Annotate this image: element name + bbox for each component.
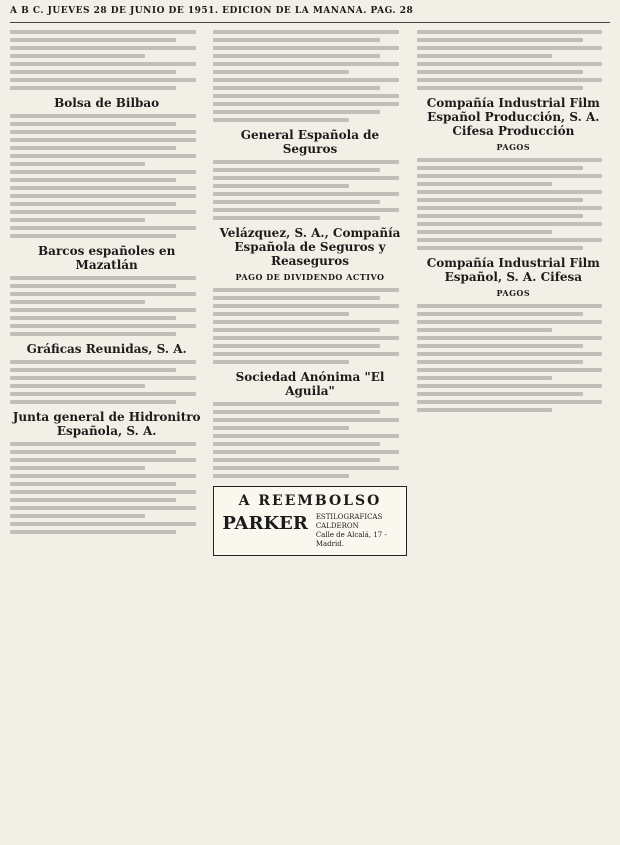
advertisement-box	[213, 486, 406, 556]
body-text-block	[10, 114, 203, 238]
section-heading: Gráficas Reunidas, S. A.	[26, 342, 187, 356]
body-text-block	[417, 30, 610, 90]
ad-brand: PARKER	[222, 513, 308, 534]
section-subheading: PAGOS	[496, 288, 531, 298]
column-right	[417, 27, 610, 839]
masthead: A B C. JUEVES 28 DE JUNIO DE 1951. EDICION DE LA MAÑANA. PAG. 28	[10, 6, 414, 16]
column-left	[10, 27, 203, 839]
body-text-block	[10, 276, 203, 336]
three-column-layout	[10, 27, 610, 839]
section-heading: Velázquez, S. A., Compañía Española de Seguros y Reaseguros	[219, 226, 401, 268]
section-heading: Barcos españoles en Mazatlán	[38, 244, 176, 272]
section-heading: Junta general de Hidronitro Española, S. A.	[12, 410, 201, 438]
section-heading: Compañía Industrial Film Español, S. A. Cifesa	[426, 256, 600, 284]
ad-text	[316, 513, 398, 549]
body-text-block	[213, 30, 406, 122]
body-text-block	[213, 160, 406, 220]
section-heading: Sociedad Anónima "El Aguila"	[235, 370, 385, 398]
section-subheading: PAGO DE DIVIDENDO ACTIVO	[235, 272, 385, 282]
body-text-block	[10, 30, 203, 90]
body-text-block	[417, 158, 610, 250]
body-text-block	[417, 304, 610, 412]
section-heading: Bolsa de Bilbao	[54, 96, 160, 110]
ad-line: Calle de Alcalá, 17 - Madrid.	[315, 531, 387, 548]
body-text-block	[10, 360, 203, 404]
ad-line: ESTILOGRAFICAS CALDERON	[315, 513, 383, 530]
section-heading: Compañía Industrial Film Español Producción, S. A. Cifesa Producción	[426, 96, 600, 138]
column-middle	[213, 27, 406, 839]
body-text-block	[10, 442, 203, 534]
body-text-block	[213, 288, 406, 364]
top-rule	[10, 22, 610, 23]
ad-row	[222, 513, 397, 549]
section-heading: General Española de Seguros	[240, 128, 380, 156]
body-text-block	[213, 402, 406, 478]
section-subheading: PAGOS	[496, 142, 531, 152]
ad-title: A REEMBOLSO	[238, 493, 382, 509]
